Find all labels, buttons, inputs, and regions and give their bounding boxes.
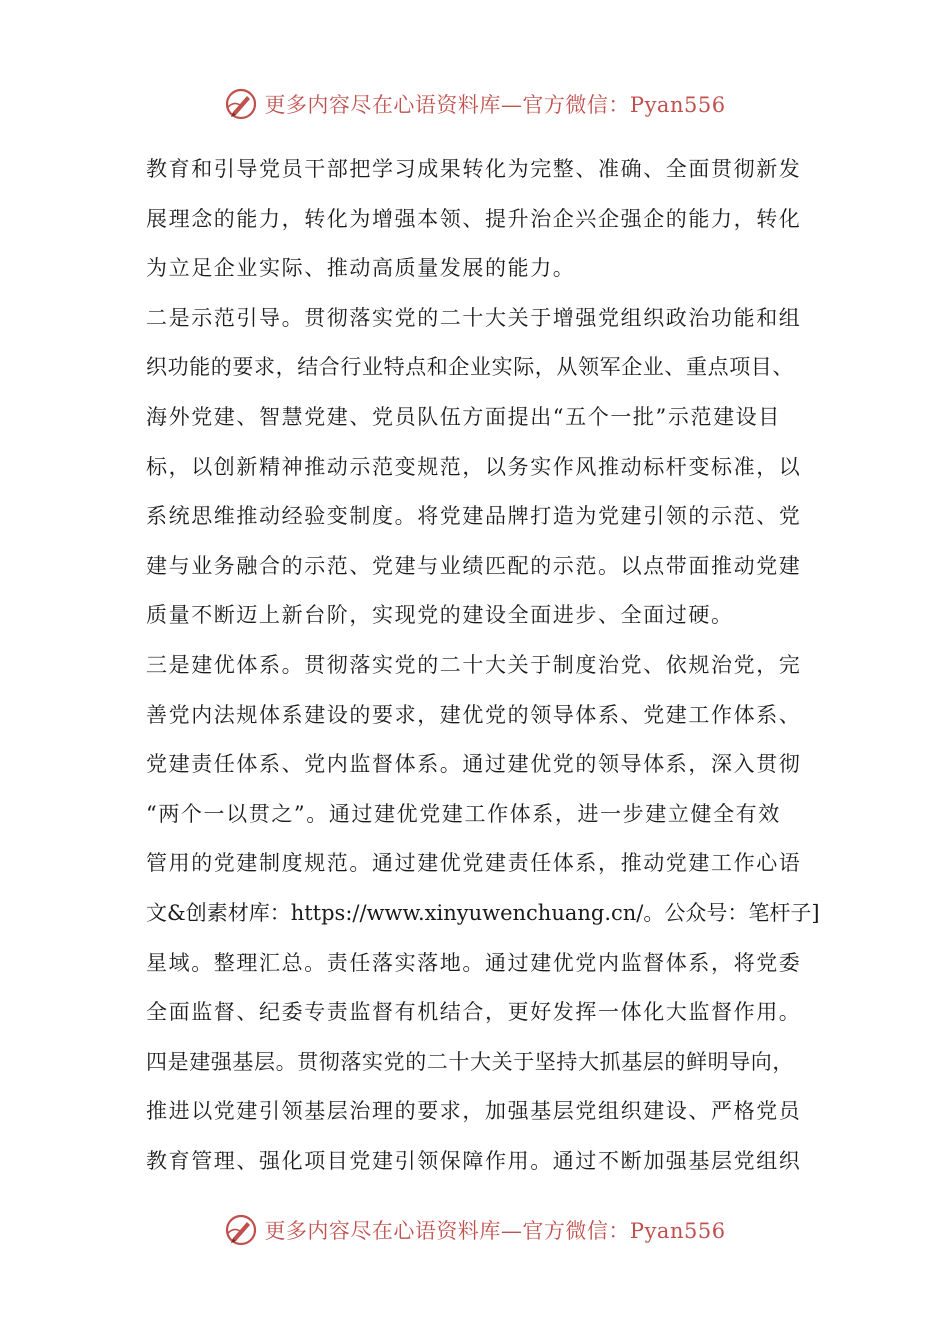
text-line: 海外党建、智慧党建、党员队伍方面提出“五个一批”示范建设目 [146, 404, 781, 429]
footer-banner [0, 1210, 950, 1250]
text-line: 推进以党建引领基层治理的要求，加强基层党组织建设、严格党员 [146, 1099, 802, 1124]
banner-text: 更多内容尽在心语资料库—官方微信：Pyan556 [264, 1219, 726, 1243]
text-line: 建与业务融合的示范、党建与业绩匹配的示范。以点带面推动党建 [146, 553, 802, 578]
banner-text: 更多内容尽在心语资料库—官方微信：Pyan556 [264, 93, 726, 117]
text-line: 文&创素材库：https://www.xinyuwenchuang.cn/。公众号：笔杆子] [146, 900, 820, 925]
text-line: 系统思维推动经验变制度。将党建品牌打造为党建引领的示范、党 [146, 504, 802, 529]
text-line: 织功能的要求，结合行业特点和企业实际，从领军企业、重点项目、 [146, 355, 794, 380]
text-line: 党建责任体系、党内监督体系。通过建优党的领导体系，深入贯彻 [146, 752, 802, 777]
header-banner [0, 84, 950, 124]
text-line: 管用的党建制度规范。通过建优党建责任体系，推动党建工作心语 [146, 851, 802, 876]
text-line: 质量不断迈上新台阶，实现党的建设全面进步、全面过硬。 [146, 603, 734, 628]
text-line: 为立足企业实际、推动高质量发展的能力。 [146, 256, 576, 281]
text-line: 善党内法规体系建设的要求，建优党的领导体系、党建工作体系、 [146, 702, 802, 727]
text-line: 星域。整理汇总。责任落实落地。通过建优党内监督体系，将党委 [146, 950, 802, 975]
text-line: 全面监督、纪委专责监督有机结合，更好发挥一体化大监督作用。 [146, 1000, 802, 1025]
pen-logo-icon [224, 87, 258, 121]
text-line: 四是建强基层。贯彻落实党的二十大关于坚持大抓基层的鲜明导向， [146, 1049, 794, 1074]
text-line: 教育和引导党员干部把学习成果转化为完整、准确、全面贯彻新发 [146, 157, 802, 181]
text-line: 展理念的能力，转化为增强本领、提升治企兴企强企的能力，转化 [146, 206, 802, 231]
text-line: 教育管理、强化项目党建引领保障作用。通过不断加强基层党组织 [146, 1148, 802, 1173]
pen-logo-icon [224, 1213, 258, 1247]
text-line: 二是示范引导。贯彻落实党的二十大关于增强党组织政治功能和组 [146, 305, 802, 330]
text-line: “两个一以贯之”。通过建优党建工作体系，进一步建立健全有效 [146, 801, 781, 826]
text-line: 标，以创新精神推动示范变规范，以务实作风推动标杆变标准，以 [146, 454, 802, 479]
text-line: 三是建优体系。贯彻落实党的二十大关于制度治党、依规治党，完 [146, 652, 802, 677]
document-body [146, 145, 818, 1186]
